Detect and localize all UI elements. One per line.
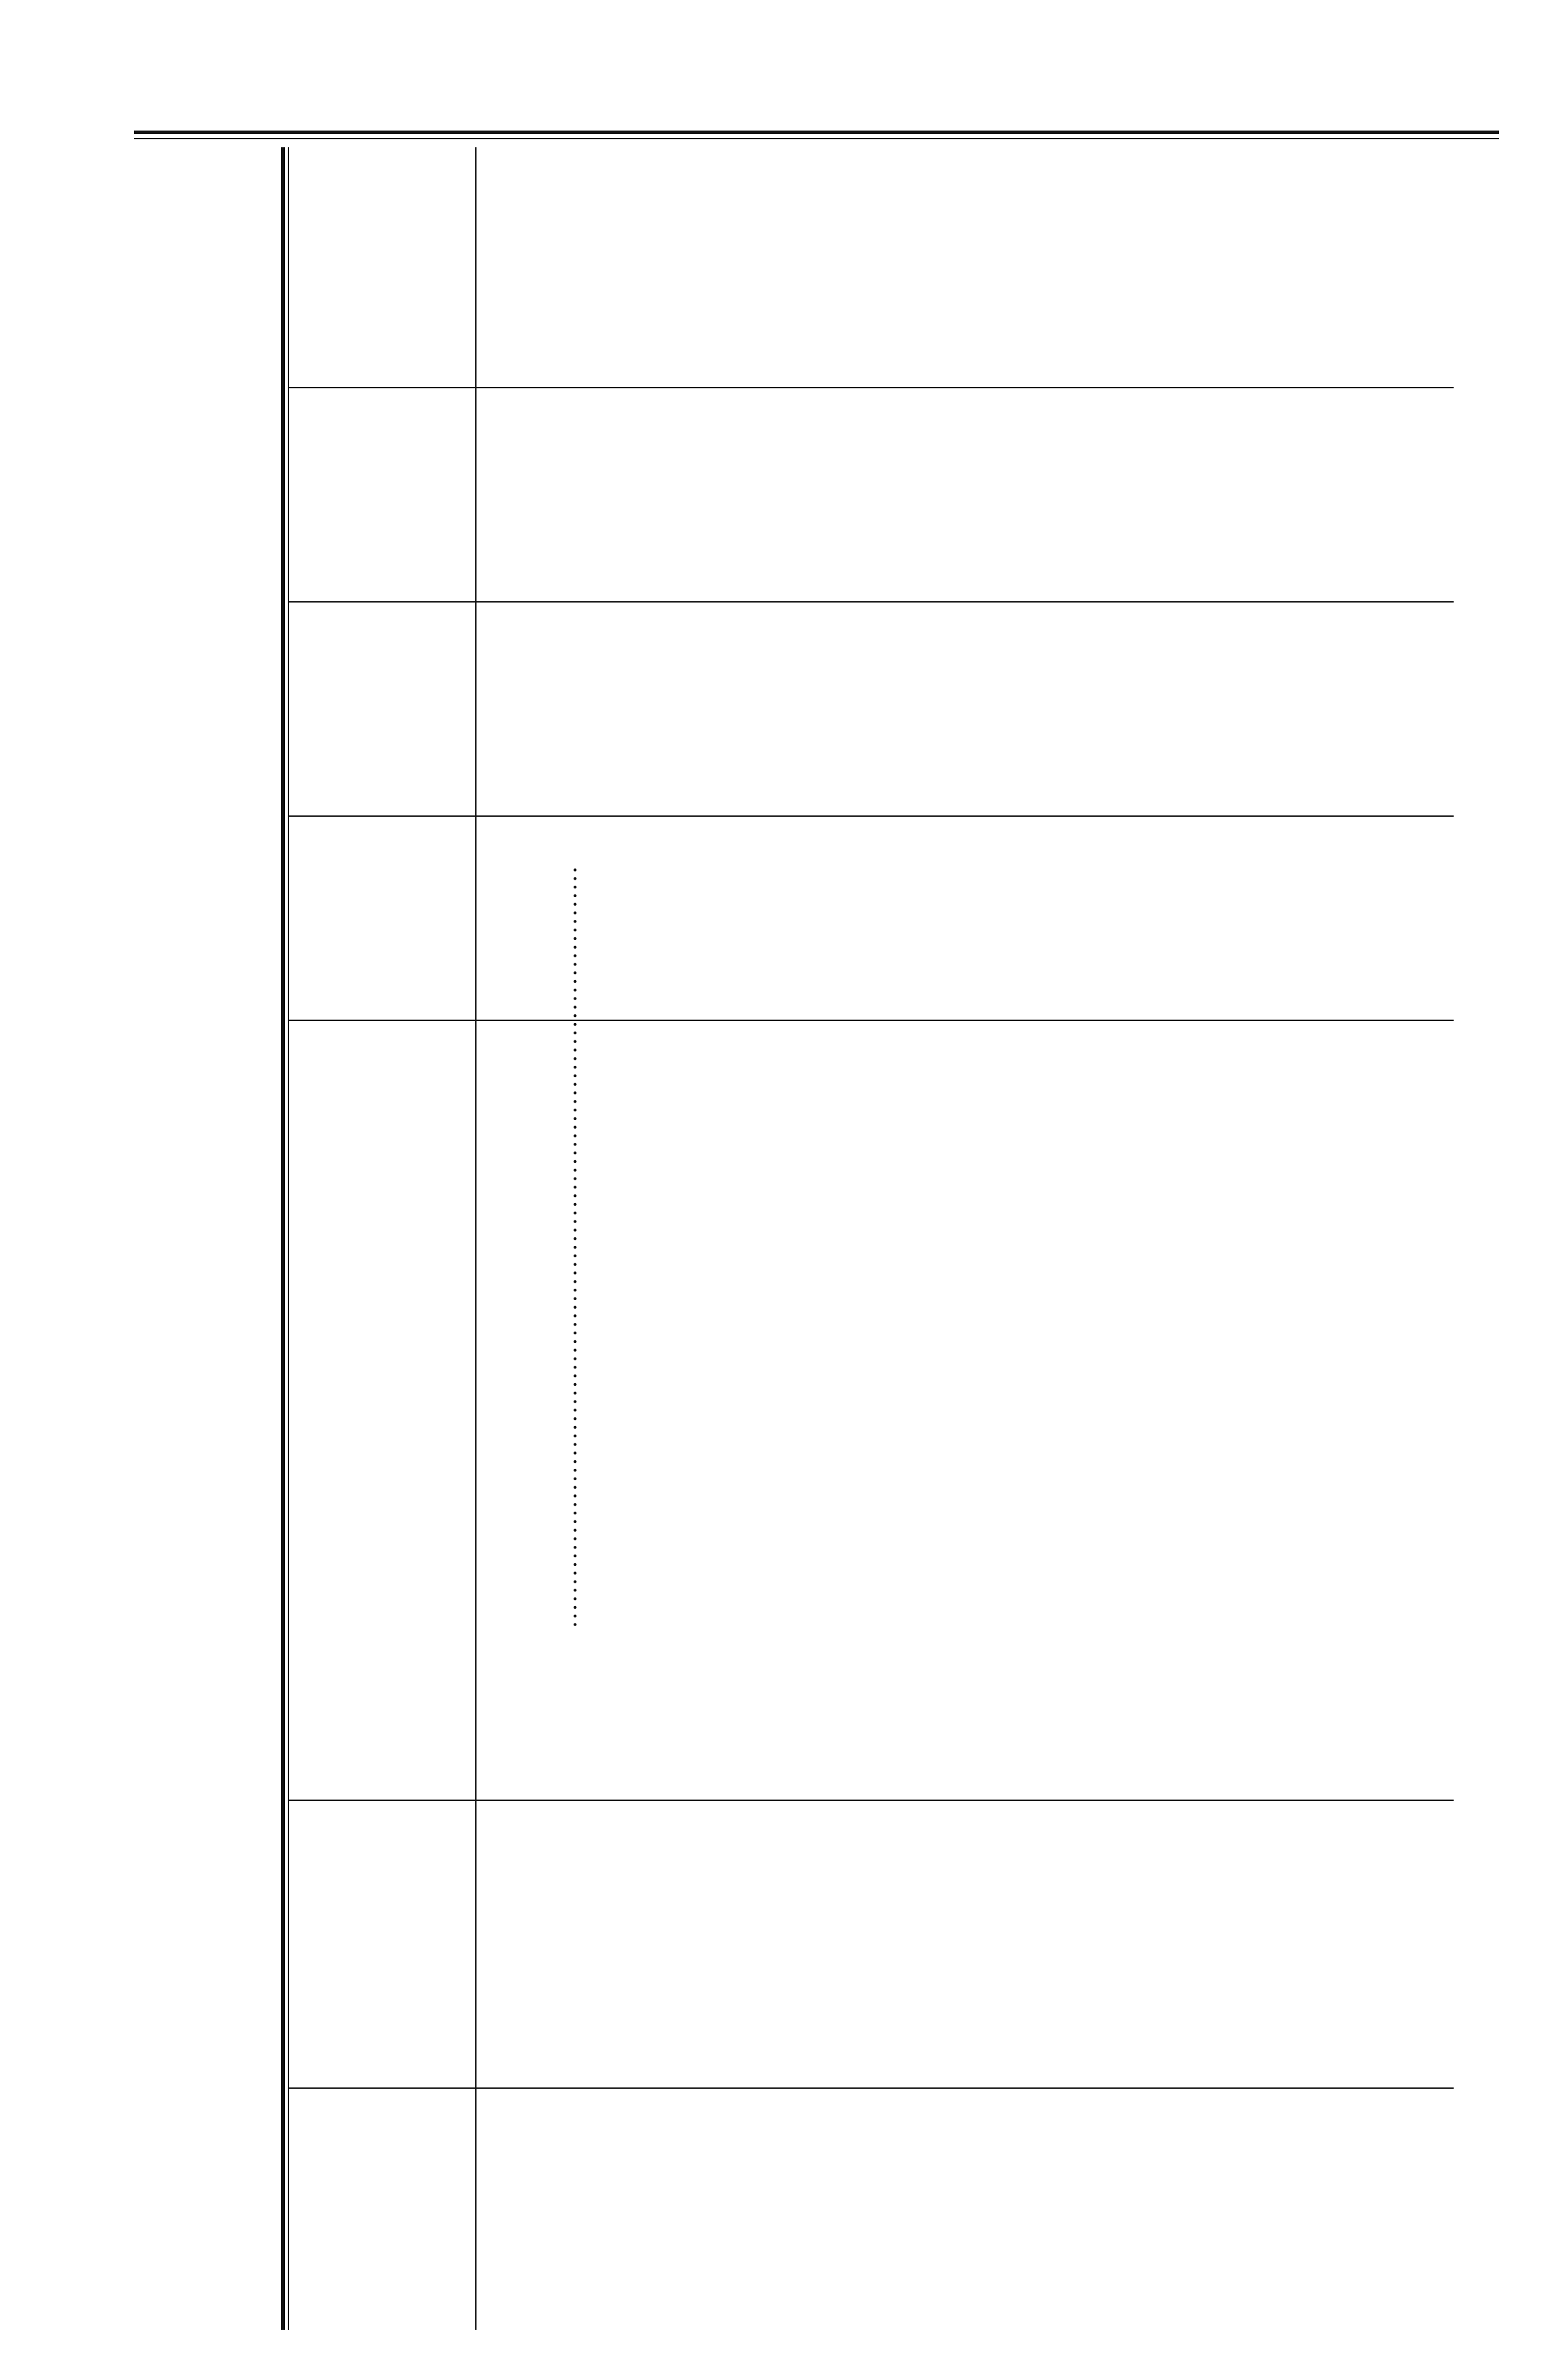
section-heading [502, 1026, 529, 1789]
brought-forward-total [555, 167, 582, 382]
table-top-rule [281, 147, 285, 2330]
column-header-authority [289, 2089, 475, 2330]
column-header-whom [289, 1801, 475, 2087]
brought-forward-row [555, 147, 582, 2330]
table-title [174, 147, 274, 2330]
ledger-table [281, 147, 1459, 2330]
column-header-amount-4 [289, 147, 475, 387]
column-header-service [289, 1021, 475, 1800]
brought-forward-label [555, 865, 582, 1789]
column-header-amount-3 [289, 388, 475, 601]
rotated-table [174, 147, 1466, 2330]
brought-forward-amount [555, 395, 582, 596]
column-header-amount-1 [289, 817, 475, 1020]
header-rule-thin [134, 138, 1499, 139]
column-header-rule [475, 147, 477, 2330]
inland-heading [810, 1026, 837, 1789]
customs-heading [609, 1026, 636, 1789]
header-rule [134, 131, 1499, 134]
page-header [0, 0, 1546, 134]
column-header-amount-2 [289, 603, 475, 815]
